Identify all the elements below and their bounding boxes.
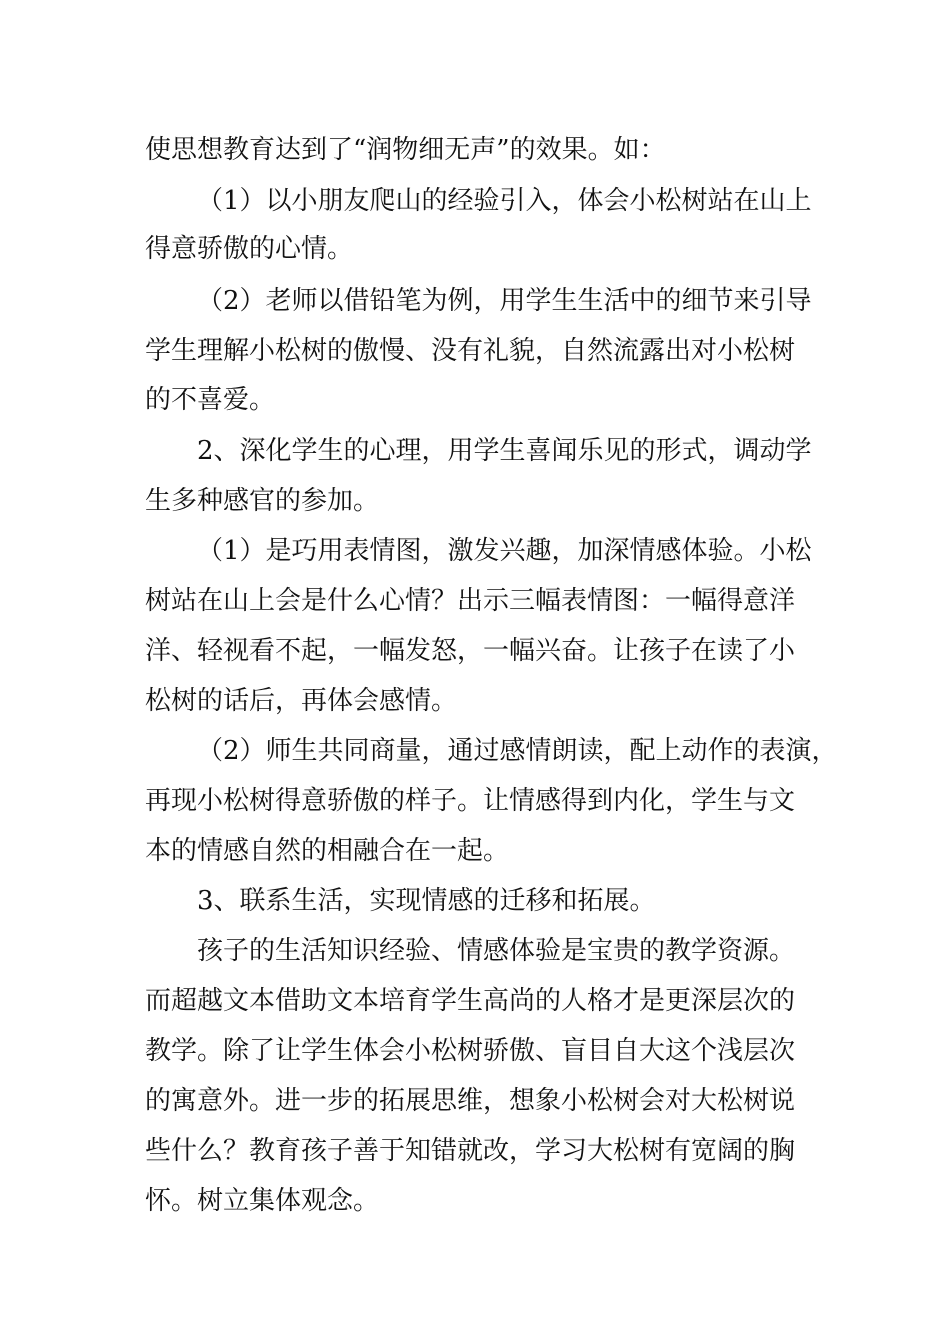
text-line-22: 怀。树立集体观念。 xyxy=(145,1186,380,1216)
text-line-4: （2）老师以借铅笔为例，用学生生活中的细节来引导 xyxy=(197,286,812,316)
text-line-5: 学生理解小松树的傲慢、没有礼貌，自然流露出对小松树 xyxy=(145,336,796,366)
text-line-21: 些什么？教育孩子善于知错就改，学习大松树有宽阔的胸 xyxy=(145,1136,796,1166)
text-line-15: 本的情感自然的相融合在一起。 xyxy=(145,836,510,866)
text-line-12: 松树的话后，再体会感情。 xyxy=(145,686,458,716)
text-line-13: （2）师生共同商量，通过感情朗读，配上动作的表演， xyxy=(197,736,838,766)
text-line-8: 生多种感官的参加。 xyxy=(145,486,380,516)
text-line-18: 而超越文本借助文本培育学生高尚的人格才是更深层次的 xyxy=(145,986,796,1016)
text-line-6: 的不喜爱。 xyxy=(145,385,276,415)
text-line-16: 3、联系生活，实现情感的迁移和拓展。 xyxy=(197,886,656,916)
text-line-14: 再现小松树得意骄傲的样子。让情感得到内化，学生与文 xyxy=(145,786,796,816)
text-line-1: 使思想教育达到了“润物细无声”的效果。如： xyxy=(145,135,666,165)
text-line-19: 教学。除了让学生体会小松树骄傲、盲目自大这个浅层次 xyxy=(145,1036,796,1066)
text-line-17: 孩子的生活知识经验、情感体验是宝贵的教学资源。 xyxy=(197,936,796,966)
text-line-9: （1）是巧用表情图，激发兴趣，加深情感体验。小松 xyxy=(197,536,812,566)
text-line-7: 2、深化学生的心理，用学生喜闻乐见的形式，调动学 xyxy=(197,436,812,466)
text-line-10: 树站在山上会是什么心情？出示三幅表情图：一幅得意洋 xyxy=(145,586,796,616)
text-line-20: 的寓意外。进一步的拓展思维，想象小松树会对大松树说 xyxy=(145,1086,796,1116)
text-line-11: 洋、轻视看不起，一幅发怒，一幅兴奋。让孩子在读了小 xyxy=(145,636,796,666)
text-line-2: （1）以小朋友爬山的经验引入，体会小松树站在山上 xyxy=(197,186,812,216)
text-line-3: 得意骄傲的心情。 xyxy=(145,234,354,264)
